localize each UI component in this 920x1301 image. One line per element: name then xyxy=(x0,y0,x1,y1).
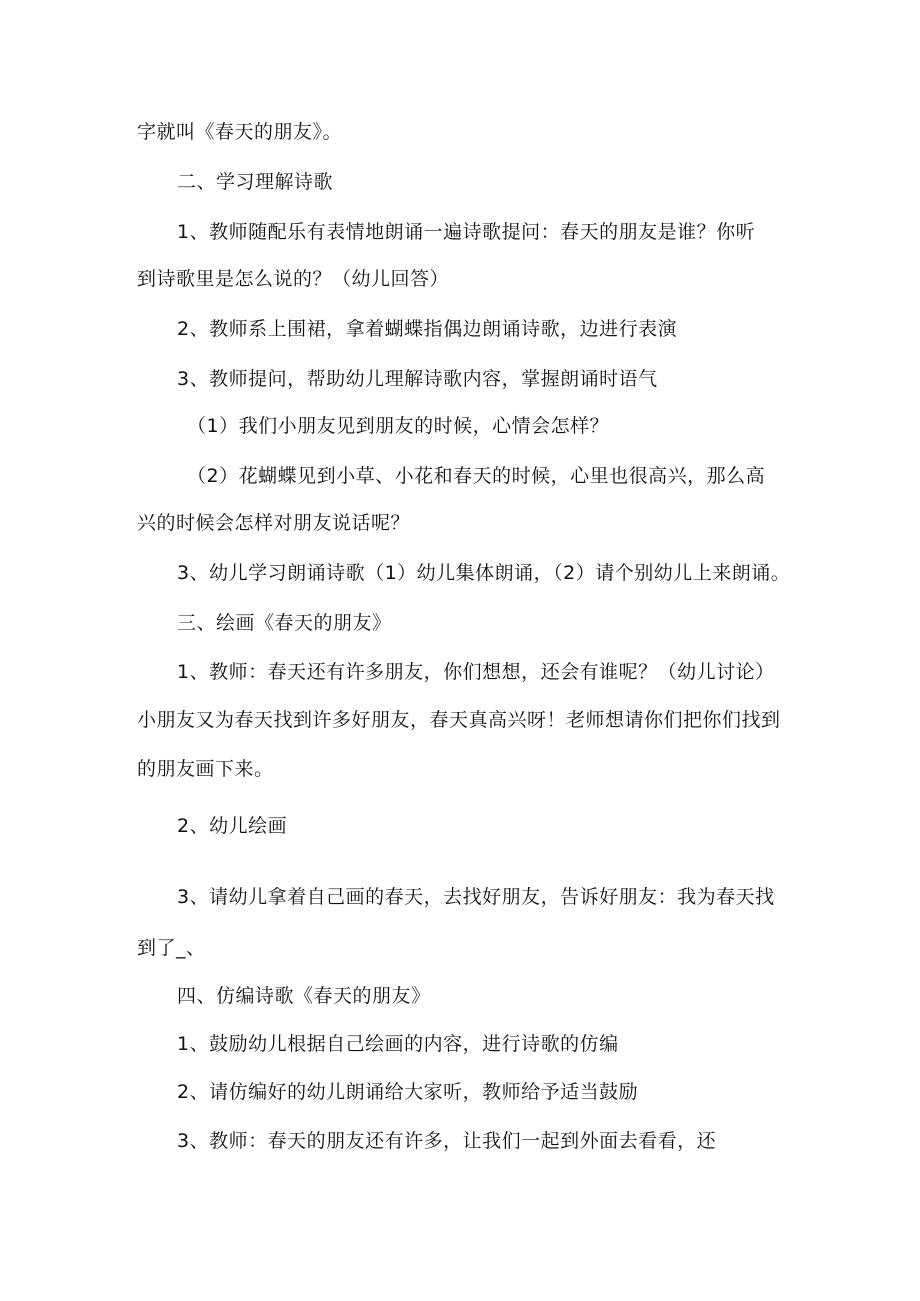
text-line: 1、教师随配乐有表情地朗诵一遍诗歌提问：春天的朋友是谁？你听 xyxy=(177,221,756,243)
text-line: 2、教师系上围裙，拿着蝴蝶指偶边朗诵诗歌，边进行表演 xyxy=(177,318,678,340)
text-line: 3、教师提问，帮助幼儿理解诗歌内容，掌握朗诵时语气 xyxy=(177,368,658,390)
text-line: 到了_、 xyxy=(137,937,206,959)
text-line: 小朋友又为春天找到许多好朋友，春天真高兴呀！老师想请你们把你们找到 xyxy=(137,709,781,731)
text-line: 的朋友画下来。 xyxy=(137,758,274,780)
text-line: 3、教师：春天的朋友还有许多，让我们一起到外面去看看，还 xyxy=(177,1130,717,1152)
text-line: 1、教师：春天还有许多朋友，你们想想，还会有谁呢？（幼儿讨论） xyxy=(177,661,775,683)
text-line: 到诗歌里是怎么说的？（幼儿回答） xyxy=(137,268,450,290)
text-line: 3、请幼儿拿着自己画的春天，去找好朋友，告诉好朋友：我为春天找 xyxy=(177,886,775,908)
text-line: （2）花蝴蝶见到小草、小花和春天的时候，心里也很高兴，那么高 xyxy=(187,465,766,487)
text-line: 兴的时候会怎样对朋友说话呢？ xyxy=(137,512,411,534)
section-heading: 四、仿编诗歌《春天的朋友》 xyxy=(177,985,431,1007)
text-line: 2、请仿编好的幼儿朗诵给大家听，教师给予适当鼓励 xyxy=(177,1081,639,1103)
section-heading: 三、绘画《春天的朋友》 xyxy=(177,612,392,634)
text-line: 1、鼓励幼儿根据自己绘画的内容，进行诗歌的仿编 xyxy=(177,1033,619,1055)
text-line: （1）我们小朋友见到朋友的时候，心情会怎样？ xyxy=(187,415,610,437)
section-heading: 二、学习理解诗歌 xyxy=(177,171,334,193)
text-line: 字就叫《春天的朋友》。 xyxy=(137,121,343,143)
text-line: 3、幼儿学习朗诵诗歌（1）幼儿集体朗诵，（2）请个别幼儿上来朗诵。 xyxy=(177,562,791,584)
text-line: 2、幼儿绘画 xyxy=(177,815,288,837)
